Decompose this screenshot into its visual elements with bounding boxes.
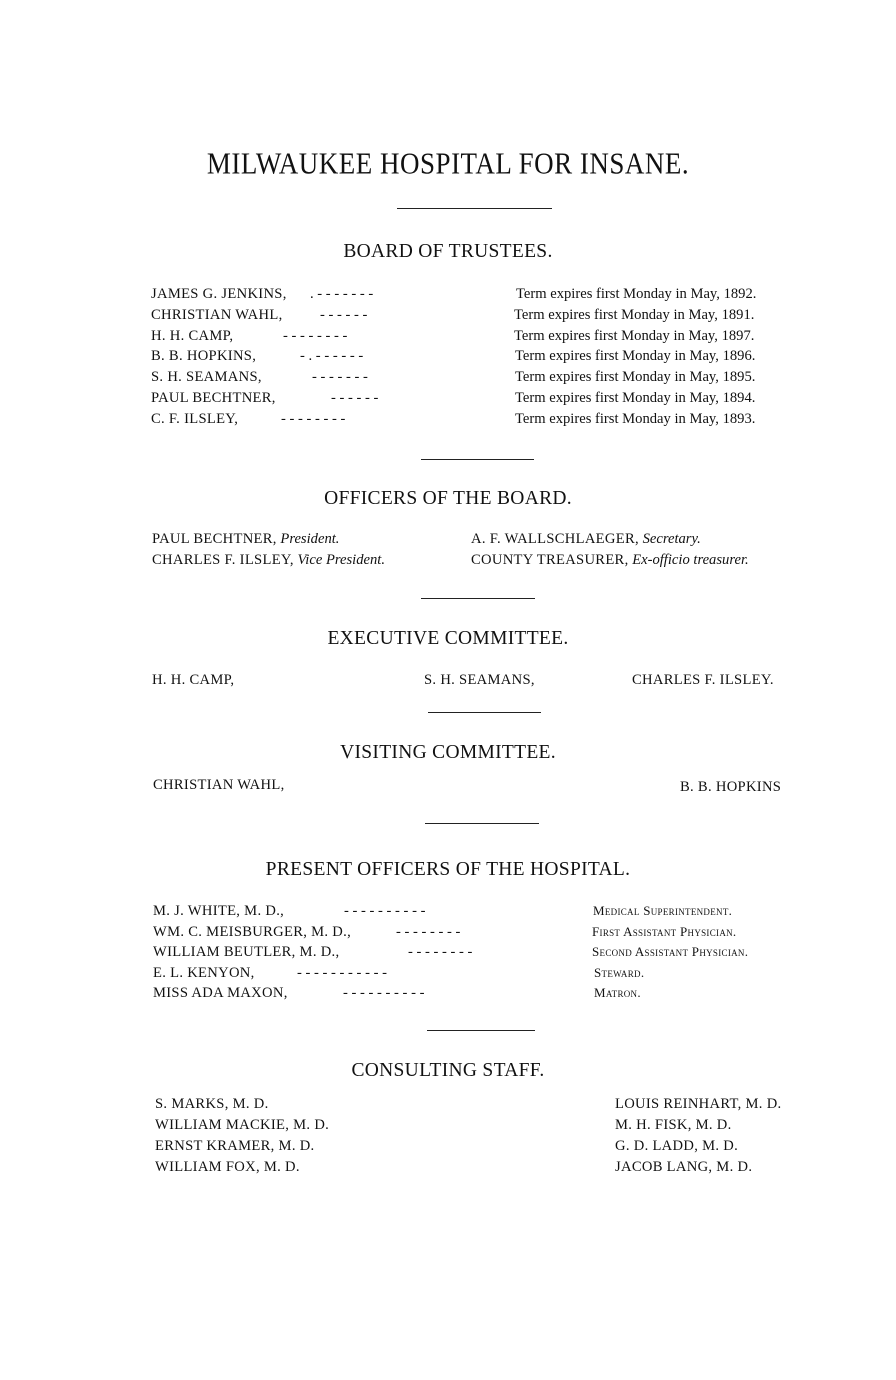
trustee-term: Term expires first Monday in May, 1895. [515, 369, 756, 386]
executive-committee-heading: EXECUTIVE COMMITTEE. [327, 628, 569, 649]
vice-president-entry [152, 550, 385, 570]
officer-title: First Assistant Physician. [592, 923, 737, 939]
consultant-name: WILLIAM MACKIE, M. D. [155, 1117, 330, 1133]
consultant-name: LOUIS REINHART, M. D. [615, 1096, 782, 1112]
president-role: President. [280, 531, 340, 547]
consultant-name: WILLIAM FOX, M. D. [155, 1159, 300, 1175]
treasurer-name: COUNTY TREASURER, [471, 552, 629, 568]
board-of-trustees-heading: BOARD OF TRUSTEES. [343, 241, 553, 262]
visiting-committee-heading: VISITING COMMITTEE. [340, 742, 556, 763]
section-divider [425, 823, 539, 824]
officer-name: E. L. KENYON, [153, 964, 255, 981]
trustee-term: Term expires first Monday in May, 1891. [514, 306, 755, 323]
executive-member: CHARLES F. ILSLEY. [632, 672, 774, 688]
officers-of-board-heading: OFFICERS OF THE BOARD. [324, 488, 572, 509]
trustee-name: B. B. HOPKINS, [151, 348, 257, 365]
section-divider [421, 598, 535, 599]
trustee-row [0, 305, 896, 326]
officer-title: Matron. [594, 985, 641, 1000]
consultant-name: G. D. LADD, M. D. [615, 1138, 739, 1154]
trustee-name: PAUL BECHTNER, [151, 390, 276, 406]
section-divider [427, 1030, 535, 1031]
trustee-term: Term expires first Monday in May, 1896. [515, 348, 756, 365]
president-entry [152, 529, 339, 549]
dot-leader: - - - - - - - - - - - [297, 964, 387, 981]
dot-leader: - - - - - - - [312, 369, 368, 386]
officer-name: WM. C. MEISBURGER, M. D., [153, 923, 352, 940]
executive-member: H. H. CAMP, [152, 672, 235, 688]
trustee-row [0, 326, 896, 347]
trustee-row [0, 409, 896, 430]
executive-member: S. H. SEAMANS, [424, 672, 535, 688]
trustee-name: C. F. ILSLEY, [151, 410, 239, 427]
title-divider [397, 208, 552, 209]
hospital-officers-heading: PRESENT OFFICERS OF THE HOSPITAL. [265, 859, 631, 880]
consulting-staff-heading: CONSULTING STAFF. [351, 1060, 545, 1081]
dot-leader: - - - - - - [331, 390, 379, 406]
dot-leader: - - - - - - - - - - [344, 903, 426, 919]
section-divider [421, 459, 534, 460]
treasurer-entry [471, 550, 749, 570]
trustee-row [0, 367, 896, 388]
officer-row [0, 901, 896, 922]
trustee-term: Term expires first Monday in May, 1892. [516, 286, 757, 302]
secretary-entry [471, 529, 701, 549]
trustee-term: Term expires first Monday in May, 1897. [514, 327, 755, 344]
officer-title: Medical Superintendent. [593, 903, 733, 918]
treasurer-role: Ex-officio treasurer. [632, 552, 749, 568]
secretary-name: A. F. WALLSCHLAEGER, [471, 531, 639, 547]
dot-leader: - - - - - - - - [283, 327, 348, 344]
dot-leader: . - - - - - - - [310, 286, 374, 302]
secretary-role: Secretary. [642, 531, 701, 547]
vice-president-role: Vice President. [297, 552, 385, 568]
section-divider [428, 712, 541, 713]
dot-leader: - . - - - - - - [300, 348, 364, 365]
officer-row [0, 983, 896, 1004]
dot-leader: - - - - - - - - - - [343, 985, 425, 1001]
consultant-name: ERNST KRAMER, M. D. [155, 1138, 315, 1154]
dot-leader: - - - - - - - - [396, 923, 461, 940]
officer-name: M. J. WHITE, M. D., [153, 903, 285, 919]
vice-president-name: CHARLES F. ILSLEY, [152, 552, 294, 568]
officer-row [0, 942, 896, 963]
officer-title: Steward. [594, 964, 645, 980]
trustee-term: Term expires first Monday in May, 1893. [515, 410, 756, 427]
officer-title: Second Assistant Physician. [592, 944, 749, 959]
visiting-member: CHRISTIAN WAHL, [153, 777, 285, 793]
trustee-row [0, 284, 896, 305]
trustee-name: JAMES G. JENKINS, [151, 286, 287, 302]
trustee-term: Term expires first Monday in May, 1894. [515, 390, 756, 406]
consultant-name: M. H. FISK, M. D. [615, 1117, 732, 1133]
president-name: PAUL BECHTNER, [152, 531, 277, 547]
dot-leader: - - - - - - - - [281, 410, 346, 427]
officer-name: WILLIAM BEUTLER, M. D., [153, 944, 340, 960]
trustee-name: H. H. CAMP, [151, 327, 234, 344]
officer-row [0, 922, 896, 943]
dot-leader: - - - - - - - - [408, 944, 473, 960]
page-title: MILWAUKEE HOSPITAL FOR INSANE. [206, 145, 690, 181]
visiting-member: B. B. HOPKINS [680, 779, 782, 795]
officer-row [0, 963, 896, 984]
trustee-row [0, 346, 896, 367]
trustee-name: S. H. SEAMANS, [151, 369, 262, 386]
trustee-name: CHRISTIAN WAHL, [151, 306, 283, 323]
consultant-name: S. MARKS, M. D. [155, 1096, 269, 1112]
trustee-row [0, 388, 896, 409]
dot-leader: - - - - - - [320, 306, 368, 323]
officer-name: MISS ADA MAXON, [153, 985, 288, 1001]
consultant-name: JACOB LANG, M. D. [615, 1159, 753, 1175]
